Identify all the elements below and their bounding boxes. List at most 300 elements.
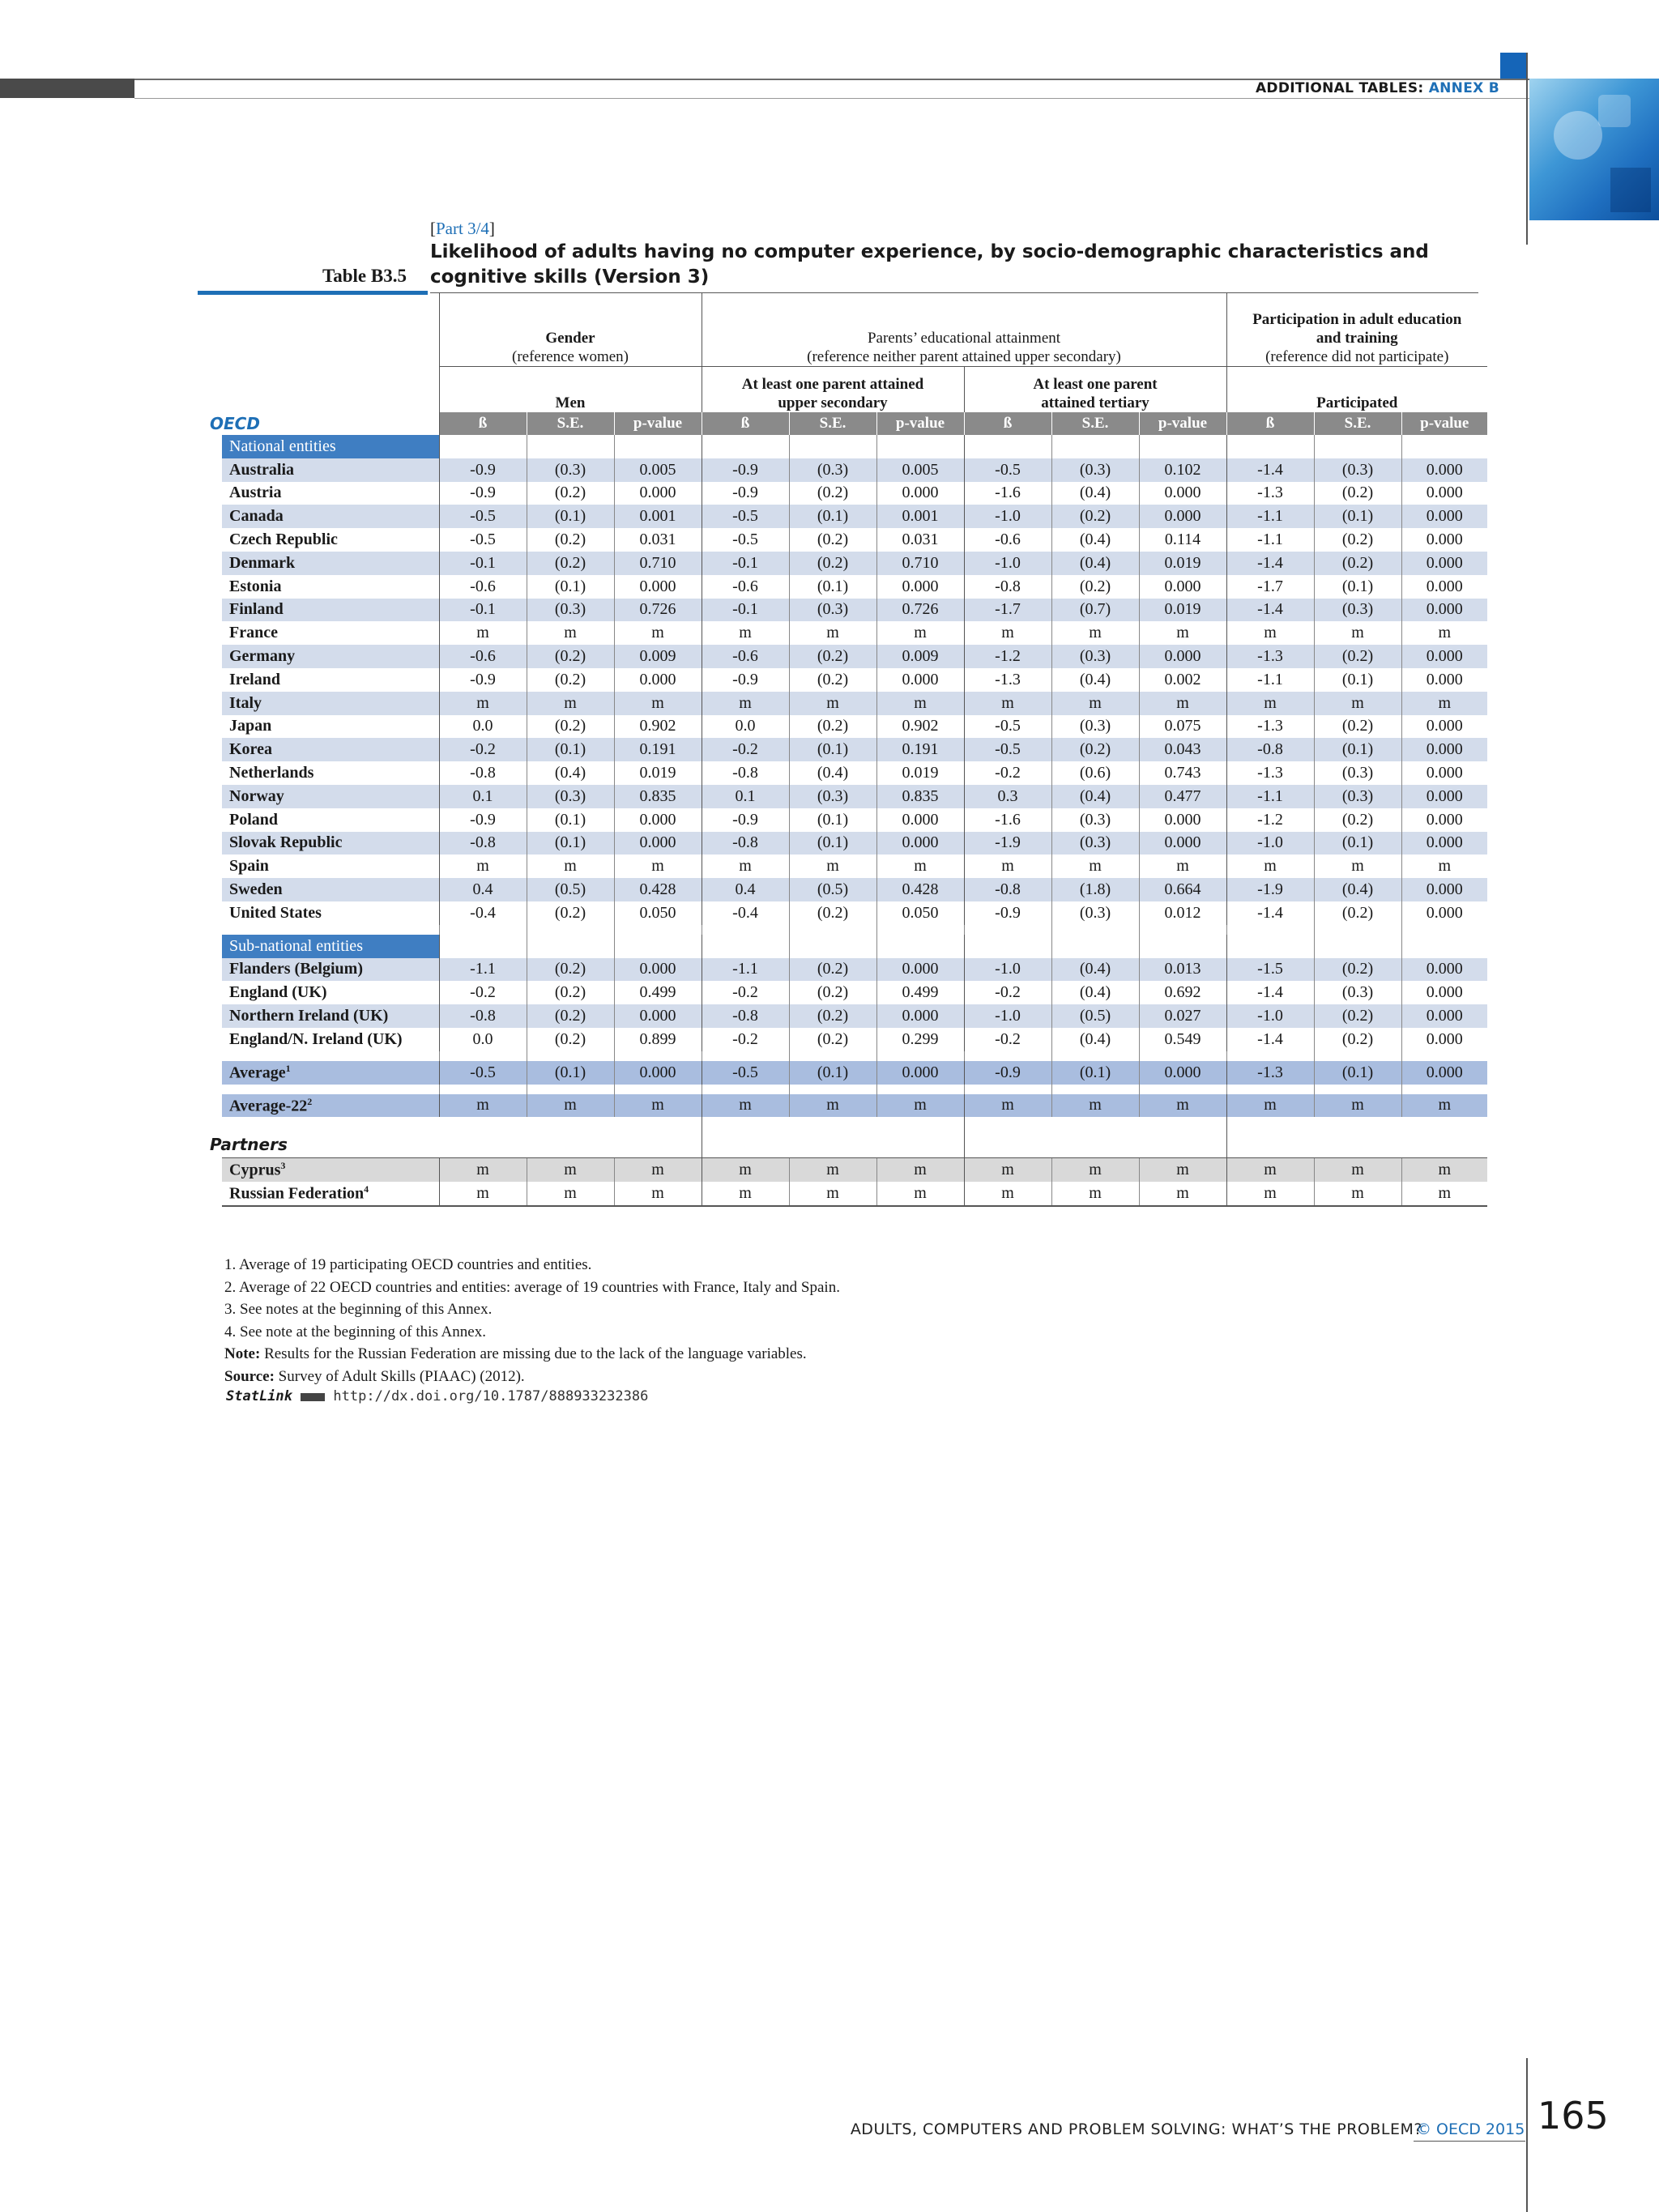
table-cell: m xyxy=(1226,1182,1314,1206)
table-cell: m xyxy=(876,855,964,878)
group-education-title-2: and training xyxy=(1316,330,1398,347)
table-cell: 0.012 xyxy=(1139,901,1226,925)
table-cell: -0.2 xyxy=(964,1028,1051,1051)
table-cell: m xyxy=(1051,1182,1139,1206)
table-cell: 0.428 xyxy=(614,878,702,901)
table-cell: 0.009 xyxy=(614,645,702,668)
table-cell: 0.043 xyxy=(1139,738,1226,761)
row-label xyxy=(210,958,439,982)
row-label-text: Estonia xyxy=(229,577,282,595)
running-header-title: ADDITIONAL TABLES: xyxy=(1255,80,1424,96)
row-label-text: Average-22 xyxy=(229,1097,308,1115)
table-cell: 0.499 xyxy=(876,981,964,1004)
table-cell: m xyxy=(789,1182,876,1206)
table-cell: m xyxy=(789,855,876,878)
table-cell: (0.1) xyxy=(789,738,876,761)
row-label xyxy=(210,1061,439,1085)
column-header: p-value xyxy=(614,412,702,435)
footnote-ref: 1 xyxy=(285,1062,291,1074)
table-cell: -0.6 xyxy=(702,575,789,599)
table-cell: 0.102 xyxy=(1139,458,1226,482)
row-label-text: Australia xyxy=(229,460,294,479)
table-cell: m xyxy=(1314,1182,1401,1206)
table-cell: -0.2 xyxy=(702,738,789,761)
table-cell: m xyxy=(1314,855,1401,878)
table-cell: m xyxy=(702,1158,789,1182)
table-cell: (0.2) xyxy=(527,981,614,1004)
table-cell: m xyxy=(789,1158,876,1182)
table-cell: 0.000 xyxy=(1401,1004,1487,1028)
row-label-text: Northern Ireland (UK) xyxy=(229,1007,389,1025)
footnote-ref: 4 xyxy=(364,1183,369,1196)
table-cell: 0.000 xyxy=(1139,645,1226,668)
table-cell: (0.1) xyxy=(789,832,876,855)
table-cell: 0.000 xyxy=(1401,458,1487,482)
table-cell xyxy=(1051,935,1139,958)
table-cell: -1.3 xyxy=(1226,482,1314,505)
table-cell: 0.000 xyxy=(1401,645,1487,668)
table-cell xyxy=(527,435,614,458)
table-cell: (0.3) xyxy=(527,599,614,622)
table-cell: m xyxy=(439,855,527,878)
group-education xyxy=(1226,293,1487,367)
row-label xyxy=(210,808,439,832)
subgroup-tertiary-1: At least one parent xyxy=(1033,376,1158,393)
table-cell: -1.6 xyxy=(964,808,1051,832)
table-cell: -0.4 xyxy=(439,901,527,925)
table-cell: m xyxy=(527,855,614,878)
table-cell: m xyxy=(527,621,614,645)
table-cell xyxy=(439,435,527,458)
table-cell: m xyxy=(876,1158,964,1182)
table-cell: m xyxy=(1139,855,1226,878)
table-cell: 0.726 xyxy=(614,599,702,622)
table-cell: -0.6 xyxy=(439,575,527,599)
table-cell: 0.000 xyxy=(1139,808,1226,832)
table-cell: m xyxy=(1226,621,1314,645)
table-cell: 0.000 xyxy=(614,1004,702,1028)
table-cell: (0.2) xyxy=(789,552,876,575)
table-cell: 0.902 xyxy=(876,715,964,739)
table-cell: 0.001 xyxy=(876,505,964,528)
table-cell xyxy=(876,935,964,958)
table-cell: -0.9 xyxy=(439,482,527,505)
table-cell: -1.0 xyxy=(964,1004,1051,1028)
table-cell: (0.3) xyxy=(1051,458,1139,482)
table-cell: (0.1) xyxy=(1314,505,1401,528)
table-cell: (0.2) xyxy=(789,901,876,925)
table-cell: 0.019 xyxy=(1139,552,1226,575)
table-row xyxy=(210,458,1487,482)
table-cell: (0.3) xyxy=(1314,599,1401,622)
table-cell: (0.5) xyxy=(527,878,614,901)
table-cell: m xyxy=(1139,1182,1226,1206)
table-row xyxy=(210,832,1487,855)
table-cell: -0.9 xyxy=(439,668,527,692)
table-cell: (0.2) xyxy=(1314,715,1401,739)
table-cell: (0.1) xyxy=(527,832,614,855)
table-cell: -0.1 xyxy=(439,552,527,575)
table-cell: -1.7 xyxy=(964,599,1051,622)
table-cell: (0.3) xyxy=(1314,785,1401,808)
table-cell: m xyxy=(964,621,1051,645)
table-cell: (0.2) xyxy=(789,1028,876,1051)
table-cell: 0.000 xyxy=(1401,981,1487,1004)
table-cell: (0.2) xyxy=(1051,505,1139,528)
table-row xyxy=(210,621,1487,645)
column-header: S.E. xyxy=(789,412,876,435)
header-dark-bar xyxy=(0,79,134,98)
table-cell: 0.000 xyxy=(1401,668,1487,692)
table-cell: 0.000 xyxy=(1401,552,1487,575)
table-cell: (0.1) xyxy=(527,808,614,832)
table-cell: -1.4 xyxy=(1226,1028,1314,1051)
table-row xyxy=(210,668,1487,692)
table-cell: m xyxy=(527,1158,614,1182)
note-general xyxy=(224,1343,840,1366)
table-cell: 0.726 xyxy=(876,599,964,622)
row-label xyxy=(210,761,439,785)
table-cell xyxy=(964,935,1051,958)
table-cell: m xyxy=(1401,1182,1487,1206)
section-label: National entities xyxy=(210,435,439,458)
table-cell: m xyxy=(1314,1094,1401,1118)
table-cell: 0.4 xyxy=(702,878,789,901)
table-cell: m xyxy=(789,621,876,645)
table-cell: (0.1) xyxy=(1314,832,1401,855)
table-cell: m xyxy=(876,1094,964,1118)
margin-rule-bottom xyxy=(1526,2058,1528,2212)
table-cell: 0.019 xyxy=(614,761,702,785)
column-header: ß xyxy=(964,412,1051,435)
row-label-text: Flanders (Belgium) xyxy=(229,960,363,978)
table-cell: m xyxy=(527,1182,614,1206)
note-4: 4. See note at the beginning of this Annex. xyxy=(224,1323,486,1340)
table-cell: m xyxy=(702,1094,789,1118)
row-label xyxy=(210,981,439,1004)
table-cell: m xyxy=(614,621,702,645)
table-cell: (0.4) xyxy=(1051,958,1139,982)
group-education-ref: (reference did not participate) xyxy=(1265,348,1449,365)
row-label-text: Japan xyxy=(229,717,272,735)
table-row xyxy=(210,1028,1487,1051)
table-cell xyxy=(876,435,964,458)
table-cell: m xyxy=(702,692,789,715)
group-gender-ref: (reference women) xyxy=(512,348,629,365)
table-cell: -0.8 xyxy=(702,832,789,855)
table-cell: -1.3 xyxy=(1226,715,1314,739)
table-cell: m xyxy=(876,692,964,715)
table-cell: -1.4 xyxy=(1226,599,1314,622)
row-label xyxy=(210,1182,439,1206)
footer-copyright: © OECD 2015 xyxy=(1416,2120,1525,2138)
table-cell: 0.000 xyxy=(1401,482,1487,505)
row-label xyxy=(210,482,439,505)
table-cell: m xyxy=(1051,855,1139,878)
table-cell: -1.5 xyxy=(1226,958,1314,982)
table-cell: m xyxy=(439,621,527,645)
table-cell: -0.5 xyxy=(702,1061,789,1085)
row-label xyxy=(210,832,439,855)
table-cell: -0.5 xyxy=(439,505,527,528)
table-cell: -1.3 xyxy=(1226,645,1314,668)
table-cell: 0.4 xyxy=(439,878,527,901)
table-cell: -0.2 xyxy=(702,1028,789,1051)
table-row xyxy=(210,1158,1487,1182)
table-cell: 0.000 xyxy=(1139,482,1226,505)
table-cell: (0.1) xyxy=(789,1061,876,1085)
table-cell xyxy=(1051,435,1139,458)
row-label xyxy=(210,692,439,715)
spacer-row xyxy=(210,925,1487,935)
table-cell: -1.0 xyxy=(964,552,1051,575)
table-cell: (0.2) xyxy=(527,668,614,692)
table-cell: (0.7) xyxy=(1051,599,1139,622)
table-cell: -0.9 xyxy=(702,808,789,832)
table-cell: 0.664 xyxy=(1139,878,1226,901)
table-cell: m xyxy=(1139,692,1226,715)
table-cell: -1.7 xyxy=(1226,575,1314,599)
row-label-text: Denmark xyxy=(229,553,296,572)
column-header-row xyxy=(210,412,1487,435)
column-header: ß xyxy=(1226,412,1314,435)
table-cell: 0.549 xyxy=(1139,1028,1226,1051)
table-cell: -1.1 xyxy=(1226,785,1314,808)
table-cell: -1.3 xyxy=(1226,1061,1314,1085)
table-cell: -1.6 xyxy=(964,482,1051,505)
table-cell: -0.2 xyxy=(964,981,1051,1004)
table-cell: 0.000 xyxy=(876,808,964,832)
table-cell: (0.4) xyxy=(1051,552,1139,575)
table-cell: (0.1) xyxy=(527,738,614,761)
table-cell: (0.6) xyxy=(1051,761,1139,785)
table-cell: (0.3) xyxy=(1051,901,1139,925)
table-row xyxy=(210,575,1487,599)
table-cell: -0.5 xyxy=(702,505,789,528)
table-cell: -1.1 xyxy=(1226,505,1314,528)
table-cell: 0.000 xyxy=(1401,528,1487,552)
row-label-text: Austria xyxy=(229,484,282,502)
header-rule-lower xyxy=(134,98,1531,99)
table-cell: 0.477 xyxy=(1139,785,1226,808)
table-cell: (0.2) xyxy=(527,482,614,505)
row-label-text: Norway xyxy=(229,786,284,805)
table-cell: -0.1 xyxy=(439,599,527,622)
table-cell: m xyxy=(1314,621,1401,645)
table-cell: -0.6 xyxy=(964,528,1051,552)
table-cell: 0.1 xyxy=(439,785,527,808)
table-cell: (0.3) xyxy=(789,599,876,622)
subgroup-men xyxy=(439,367,702,413)
table-cell: (0.4) xyxy=(1314,878,1401,901)
table-row xyxy=(210,1061,1487,1085)
table-cell: (0.1) xyxy=(527,1061,614,1085)
table-cell: m xyxy=(789,1094,876,1118)
table-cell: (0.3) xyxy=(1314,981,1401,1004)
table-cell: 0.009 xyxy=(876,645,964,668)
row-label-text: Netherlands xyxy=(229,764,314,782)
source xyxy=(224,1366,840,1388)
table-notes xyxy=(224,1254,840,1387)
table-cell: -0.9 xyxy=(702,458,789,482)
subgroup-upper-secondary-2: upper secondary xyxy=(778,394,888,411)
table-cell: m xyxy=(876,621,964,645)
table-cell: (0.2) xyxy=(1314,482,1401,505)
footnote-ref: 3 xyxy=(280,1160,286,1172)
table-cell xyxy=(1139,435,1226,458)
table-cell xyxy=(702,435,789,458)
table-cell: (0.2) xyxy=(789,482,876,505)
subgroup-header-row xyxy=(210,367,1487,413)
row-label xyxy=(210,901,439,925)
table-cell: (0.3) xyxy=(527,458,614,482)
table-cell: 0.000 xyxy=(614,832,702,855)
table-cell: (0.2) xyxy=(1051,575,1139,599)
table-cell: m xyxy=(439,1182,527,1206)
table-cell: (0.5) xyxy=(1051,1004,1139,1028)
table-cell: (0.2) xyxy=(789,958,876,982)
table-cell: 0.000 xyxy=(1401,958,1487,982)
table-cell: (0.4) xyxy=(1051,1028,1139,1051)
table-row xyxy=(210,958,1487,982)
table-cell: (0.3) xyxy=(527,785,614,808)
table-cell: m xyxy=(964,855,1051,878)
table-cell: m xyxy=(1226,1158,1314,1182)
table-cell: (0.2) xyxy=(1314,645,1401,668)
table-cell: m xyxy=(527,692,614,715)
table-cell: (0.2) xyxy=(527,958,614,982)
row-label xyxy=(210,715,439,739)
table-cell: (0.3) xyxy=(789,458,876,482)
table-row xyxy=(210,981,1487,1004)
running-header xyxy=(1256,80,1499,96)
table-cell: (0.4) xyxy=(1051,668,1139,692)
footer-book-title: ADULTS, COMPUTERS AND PROBLEM SOLVING: WHAT’S THE PROBLEM? xyxy=(850,2120,1422,2138)
row-label xyxy=(210,1158,439,1182)
table-cell: (0.2) xyxy=(789,645,876,668)
table-cell: m xyxy=(1139,1094,1226,1118)
table-row xyxy=(210,785,1487,808)
row-label-text: England (UK) xyxy=(229,983,327,1002)
table-cell: m xyxy=(614,1158,702,1182)
table-cell: 0.191 xyxy=(614,738,702,761)
table-cell: m xyxy=(1139,621,1226,645)
table-cell: m xyxy=(1314,1158,1401,1182)
table-cell: 0.002 xyxy=(1139,668,1226,692)
table-cell: m xyxy=(1401,1094,1487,1118)
table-cell: m xyxy=(614,1094,702,1118)
row-label xyxy=(210,505,439,528)
table-cell: -0.1 xyxy=(702,599,789,622)
subgroup-men-label: Men xyxy=(555,394,586,411)
table-cell: -0.6 xyxy=(439,645,527,668)
table-cell: -0.5 xyxy=(964,738,1051,761)
table-cell: (0.4) xyxy=(1051,482,1139,505)
row-label-text: Finland xyxy=(229,600,284,619)
table-cell: -1.0 xyxy=(964,505,1051,528)
margin-rule-top xyxy=(1526,53,1528,245)
table-row xyxy=(210,1094,1487,1118)
table-cell: 0.005 xyxy=(614,458,702,482)
table-cell: -0.5 xyxy=(964,458,1051,482)
table-cell: -0.5 xyxy=(702,528,789,552)
table-cell: 0.692 xyxy=(1139,981,1226,1004)
table-cell: 0.000 xyxy=(1401,1028,1487,1051)
table-cell: 0.1 xyxy=(702,785,789,808)
table-cell: 0.000 xyxy=(1401,505,1487,528)
table-cell: -1.3 xyxy=(1226,761,1314,785)
table-cell: -0.8 xyxy=(702,1004,789,1028)
table-cell xyxy=(964,435,1051,458)
table-cell: -1.4 xyxy=(1226,552,1314,575)
table-cell xyxy=(1139,935,1226,958)
row-label-text: Czech Republic xyxy=(229,531,338,549)
table-cell: (0.5) xyxy=(789,878,876,901)
table-cell: 0.019 xyxy=(876,761,964,785)
table-cell xyxy=(1314,935,1401,958)
group-header-row xyxy=(210,293,1487,367)
table-cell xyxy=(789,935,876,958)
corner-blue-square xyxy=(1500,53,1526,79)
table-cell: m xyxy=(1401,855,1487,878)
row-label-text: England/N. Ireland (UK) xyxy=(229,1029,403,1048)
table-cell: -1.4 xyxy=(1226,981,1314,1004)
table-cell: (0.2) xyxy=(527,901,614,925)
table-cell: (0.3) xyxy=(1314,458,1401,482)
table-cell: -1.3 xyxy=(964,668,1051,692)
table-cell: (0.2) xyxy=(1314,1004,1401,1028)
table-cell: 0.000 xyxy=(876,832,964,855)
table-cell: -0.8 xyxy=(1226,738,1314,761)
subgroup-participated xyxy=(1226,367,1487,413)
spacer-row xyxy=(210,1051,1487,1061)
row-label-text: France xyxy=(229,624,278,642)
row-label-text: Russian Federation xyxy=(229,1184,365,1203)
table-cell: -0.2 xyxy=(964,761,1051,785)
table-cell: m xyxy=(964,692,1051,715)
column-header: S.E. xyxy=(1314,412,1401,435)
table-cell: (0.1) xyxy=(789,808,876,832)
table-cell: m xyxy=(439,692,527,715)
table-cell: m xyxy=(1051,621,1139,645)
table-cell: 0.013 xyxy=(1139,958,1226,982)
table-cell: (1.8) xyxy=(1051,878,1139,901)
table-cell: -1.1 xyxy=(439,958,527,982)
note-1: 1. Average of 19 participating OECD countries and entities. xyxy=(224,1256,592,1273)
table-cell: m xyxy=(964,1094,1051,1118)
source-text: Survey of Adult Skills (PIAAC) (2012). xyxy=(278,1367,525,1385)
table-cell: 0.000 xyxy=(1139,1061,1226,1085)
table-cell: m xyxy=(1226,855,1314,878)
data-table xyxy=(198,293,1487,1207)
row-label xyxy=(210,621,439,645)
table-cell: (0.3) xyxy=(1314,761,1401,785)
table-cell: 0.191 xyxy=(876,738,964,761)
table-cell: 0.835 xyxy=(876,785,964,808)
table-cell: 0.710 xyxy=(614,552,702,575)
table-cell: (0.2) xyxy=(789,668,876,692)
table-cell: -1.1 xyxy=(702,958,789,982)
statlink-url[interactable]: http://dx.doi.org/10.1787/888933232386 xyxy=(333,1388,649,1404)
table-cell: 0.000 xyxy=(876,1004,964,1028)
table-cell: -1.0 xyxy=(1226,832,1314,855)
table-cell: -1.2 xyxy=(964,645,1051,668)
table-cell: 0.000 xyxy=(614,958,702,982)
table-cell: -0.5 xyxy=(964,715,1051,739)
table-cell: 0.835 xyxy=(614,785,702,808)
table-cell: -0.2 xyxy=(702,981,789,1004)
table-cell: 0.000 xyxy=(1401,715,1487,739)
